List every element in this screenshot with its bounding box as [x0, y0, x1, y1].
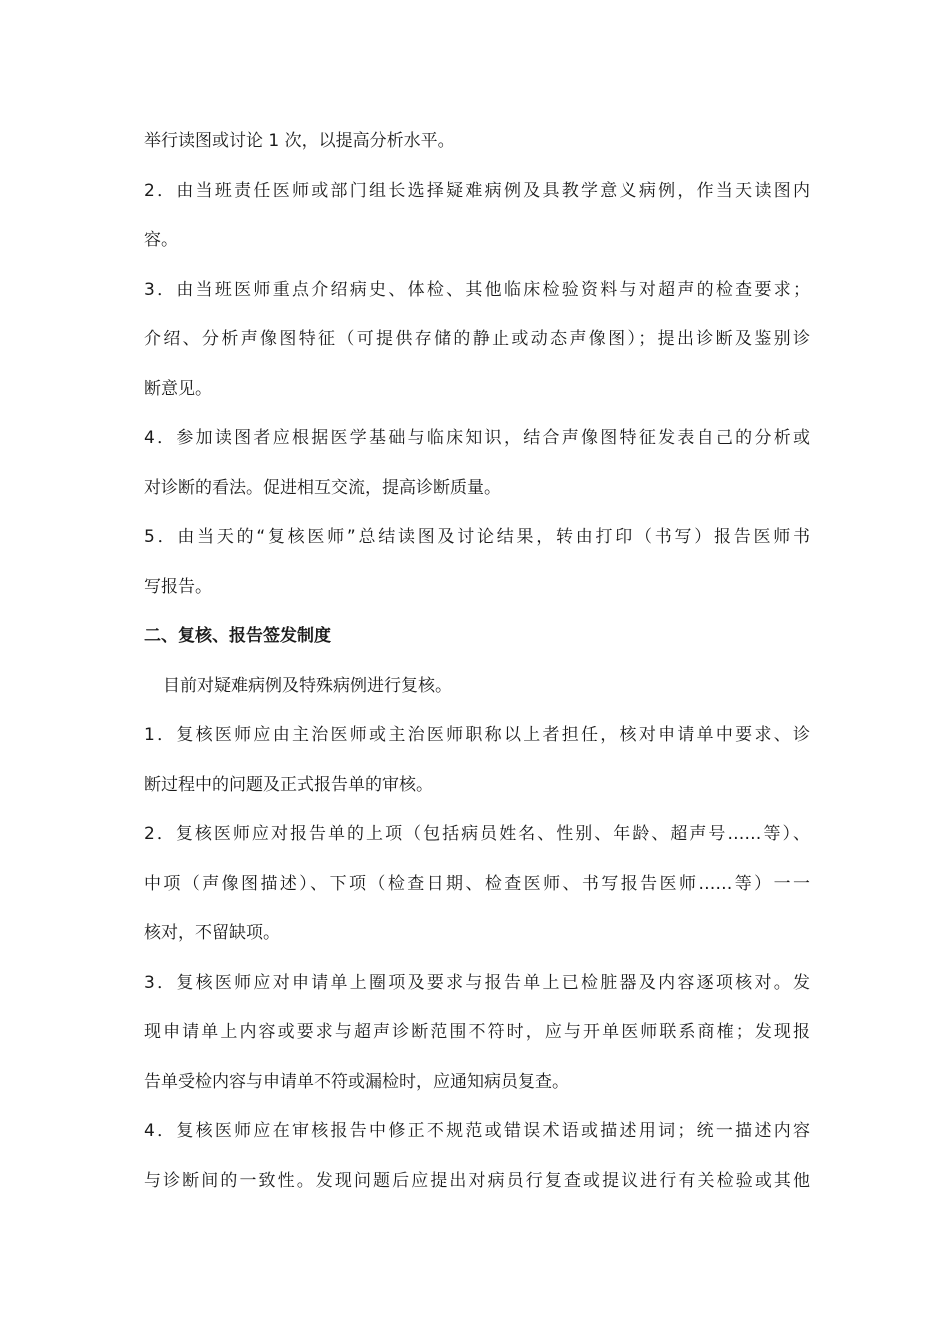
paragraph-line: 核对，不留缺项。 — [144, 923, 280, 943]
paragraph-line: 4．参加读图者应根据医学基础与临床知识，结合声像图特征发表自己的分析或 — [144, 428, 810, 448]
paragraph-line: 告单受检内容与申请单不符或漏检时，应通知病员复查。 — [144, 1071, 569, 1092]
paragraph-line: 容。 — [144, 230, 178, 250]
paragraph-line: 3．复核医师应对申请单上圈项及要求与报告单上已检脏器及内容逐项核对。发 — [144, 972, 810, 993]
paragraph-line: 现申请单上内容或要求与超声诊断范围不符时，应与开单医师联系商榷；发现报 — [144, 1022, 810, 1042]
paragraph-line: 4．复核医师应在审核报告中修正不规范或错误术语或描述用词；统一描述内容 — [144, 1121, 810, 1141]
paragraph-line: 中项（声像图描述）、下项（检查日期、检查医师、书写报告医师……等）一一 — [144, 873, 810, 894]
paragraph-line: 断过程中的问题及正式报告单的审核。 — [144, 774, 433, 795]
section-heading: 二、复核、报告签发制度 — [144, 626, 331, 646]
paragraph-line: 断意见。 — [144, 378, 212, 399]
paragraph-line: 举行读图或讨论 1 次，以提高分析水平。 — [144, 131, 455, 151]
paragraph-line: 目前对疑难病例及特殊病例进行复核。 — [163, 675, 452, 696]
paragraph-line: 写报告。 — [144, 576, 212, 597]
paragraph-line: 2．复核医师应对报告单的上项（包括病员姓名、性别、年龄、超声号……等）、 — [144, 824, 810, 844]
paragraph-line: 2．由当班责任医师或部门组长选择疑难病例及具教学意义病例，作当天读图内 — [144, 180, 810, 201]
paragraph-line: 与诊断间的一致性。发现问题后应提出对病员行复查或提议进行有关检验或其他 — [144, 1170, 810, 1191]
document-page — [144, 117, 810, 1206]
paragraph-line: 对诊断的看法。促进相互交流，提高诊断质量。 — [144, 477, 501, 498]
paragraph-line: 3．由当班医师重点介绍病史、体检、其他临床检验资料与对超声的检查要求； — [144, 279, 810, 300]
paragraph-line: 介绍、分析声像图特征（可提供存储的静止或动态声像图）；提出诊断及鉴别诊 — [144, 329, 810, 349]
paragraph-line: 5．由当天的“复核医师”总结读图及讨论结果，转由打印（书写）报告医师书 — [144, 527, 810, 547]
paragraph-line: 1．复核医师应由主治医师或主治医师职称以上者担任，核对申请单中要求、诊 — [144, 725, 810, 745]
